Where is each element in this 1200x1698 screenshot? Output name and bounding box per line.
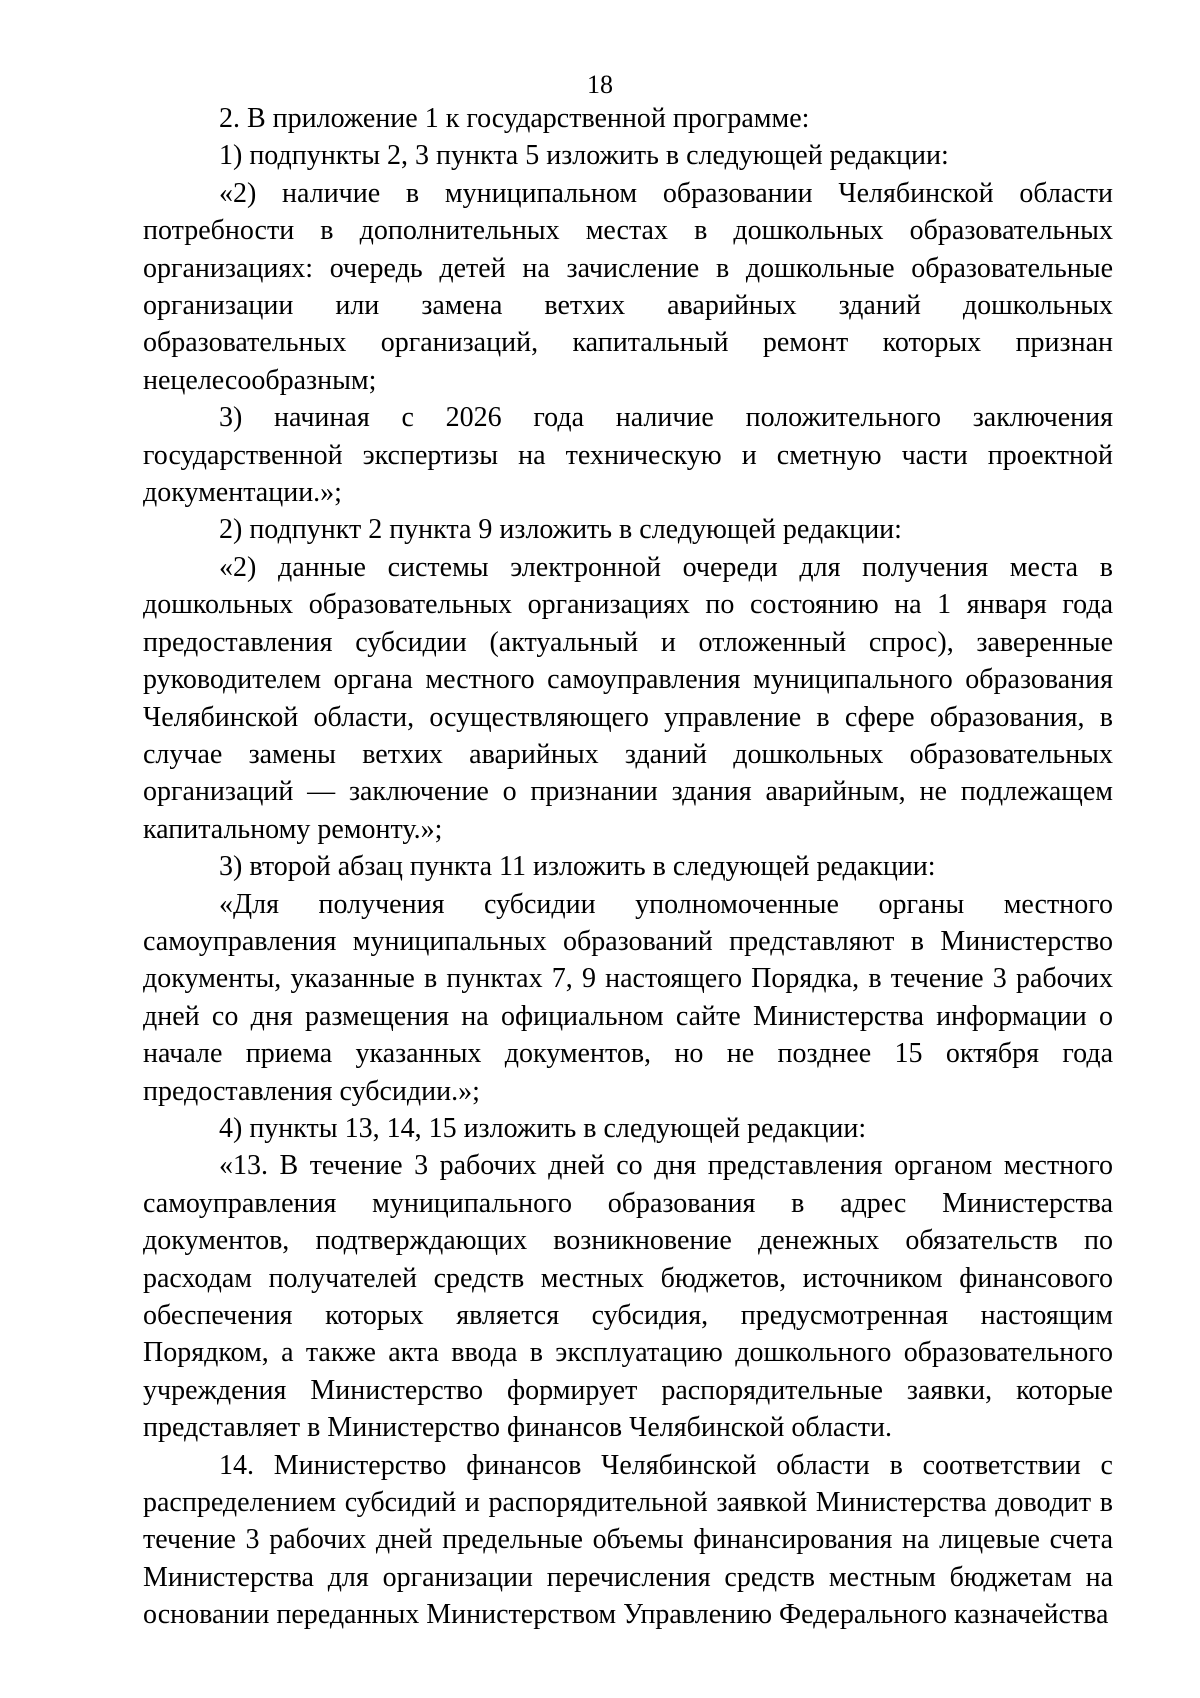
paragraph-subitem-3-text: 3) начиная с 2026 года наличие положительного заключения государственной экспертизы на техническую и сметную части проектной документации.»; bbox=[143, 402, 1113, 509]
paragraph-subitem-2-text: «2) наличие в муниципальном образовании Челябинской области потребности в дополнительных местах в дошкольных образовательных организациях: очередь детей на зачисление в дошкольные образовательные организации или замена ветхих аварийных зданий дошкольных образовательных организаций, капитальный ремонт которых признан нецелесообразным; bbox=[143, 177, 1113, 396]
paragraph-item-4-heading: 4) пункты 13, 14, 15 изложить в следующей редакции: bbox=[219, 1112, 867, 1144]
paragraph-item-2-text: «2) данные системы электронной очереди для получения места в дошкольных образовательных организациях по состоянию на 1 января года предоставления субсидии (актуальный и отложенный спрос), заверенные руководителем органа местного самоуправления муниципального образования Челябинской области, осуществляющего управление в сфере образования, в случае замены ветхих аварийных зданий дошкольных образовательных организаций — заключение о признании здания аварийным, не подлежащем капитальному ремонту.»; bbox=[143, 551, 1113, 845]
paragraph-item-3-text: «Для получения субсидии уполномоченные органы местного самоуправления муниципальных образований представляют в Министерство документы, указанные в пунктах 7, 9 настоящего Порядка, в течение 3 рабочих дней со дня размещения на официальном сайте Министерства информации о начале приема указанных документов, но не позднее 15 октября года предоставления субсидии.»; bbox=[143, 888, 1113, 1107]
paragraph-point-13-text: «13. В течение 3 рабочих дней со дня представления органом местного самоуправления муниципального образования в адрес Министерства документов, подтверждающих возникновение денежных обязательств по расходам получателей средств местных бюджетов, источником финансового обеспечения которых является субсидия, предусмотренная настоящим Порядком, а также акта ввода в эксплуатацию дошкольного образовательного учреждения Министерство формирует распорядительные заявки, которые представляет в Министерство финансов Челябинской области. bbox=[143, 1150, 1113, 1444]
page-number: 18 bbox=[587, 70, 613, 99]
paragraph-amendment-intro: 2. В приложение 1 к государственной программе: bbox=[219, 103, 810, 134]
paragraph-item-1-heading: 1) подпункты 2, 3 пункта 5 изложить в следующей редакции: bbox=[219, 140, 949, 172]
paragraph-item-3-heading: 3) второй абзац пункта 11 изложить в следующей редакции: bbox=[219, 851, 936, 883]
document-body bbox=[143, 100, 1113, 1634]
paragraph-point-14-text: 14. Министерство финансов Челябинской области в соответствии с распределением субсидий и распорядительной заявкой Министерства доводит в течение 3 рабочих дней предельные объемы финансирования на лицевые счета Министерства для организации перечисления средств местным бюджетам на основании переданных Министерством Управлению Федерального казначейства bbox=[143, 1449, 1113, 1631]
paragraph-item-2-heading: 2) подпункт 2 пункта 9 изложить в следующей редакции: bbox=[219, 514, 902, 546]
